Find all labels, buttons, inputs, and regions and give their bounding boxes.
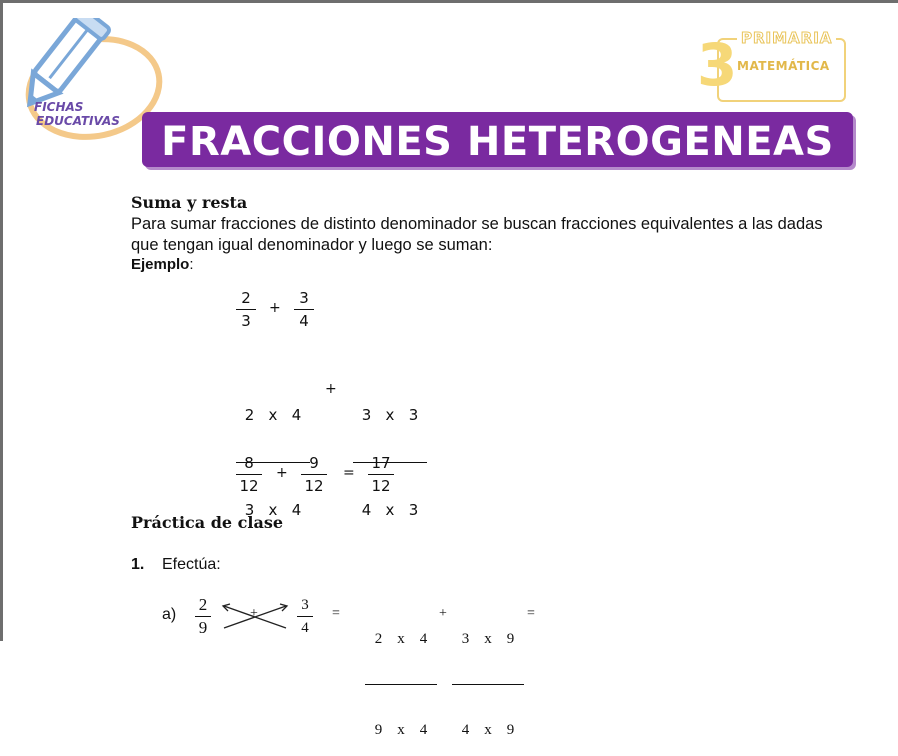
grade-number: 3 bbox=[697, 31, 738, 99]
fraction-2-9 bbox=[195, 596, 211, 637]
fraction-denominator: 9 bbox=[198, 618, 208, 637]
logo-text-line1: FICHAS bbox=[34, 100, 84, 114]
equals-sign: = bbox=[527, 606, 535, 621]
fraction-numerator: 3 bbox=[299, 289, 309, 307]
fraction-numerator: 17 bbox=[371, 454, 391, 472]
fraction-2-3 bbox=[236, 289, 256, 330]
fraction-numerator: 9 bbox=[309, 454, 319, 472]
fraction-bar bbox=[301, 474, 327, 475]
fraction-bar bbox=[365, 684, 437, 685]
plus-sign: + bbox=[250, 606, 258, 621]
fraction-9-12 bbox=[301, 454, 327, 495]
plus-sign: + bbox=[269, 300, 281, 316]
fraction-numerator: 2 bbox=[241, 289, 251, 307]
fraction-bar bbox=[368, 474, 394, 475]
plus-sign: + bbox=[325, 381, 337, 397]
equals-sign: = bbox=[343, 465, 355, 481]
logo-text-line2: EDUCATIVAS bbox=[36, 114, 120, 128]
item-a-label: a) bbox=[162, 606, 177, 623]
page-border-left bbox=[0, 0, 3, 641]
fraction-numerator: 2 x 4 bbox=[244, 406, 302, 424]
fraction-equivalent-2x4-9x4 bbox=[365, 596, 437, 756]
item-instruction: Efectúa: bbox=[162, 556, 221, 573]
fraction-3-4 bbox=[294, 289, 314, 330]
fraction-numerator: 3 bbox=[301, 597, 309, 613]
fraction-denominator: 4 bbox=[299, 312, 309, 330]
badge-level-label: PRIMARIA bbox=[737, 29, 836, 47]
fraction-denominator: 3 x 4 bbox=[244, 501, 302, 519]
fraction-numerator: 2 x 4 bbox=[374, 631, 428, 647]
fraction-numerator: 3 x 3 bbox=[361, 406, 419, 424]
fraction-17-12 bbox=[368, 454, 394, 495]
page-border-top bbox=[0, 0, 898, 3]
fraction-bar bbox=[236, 474, 262, 475]
fraction-3-4-practice bbox=[297, 596, 313, 637]
equals-sign: = bbox=[332, 606, 340, 621]
fraction-denominator: 4 x 3 bbox=[361, 501, 419, 519]
section-heading-practica: Práctica de clase bbox=[131, 513, 284, 532]
fraction-bar bbox=[297, 616, 313, 617]
plus-sign: + bbox=[276, 465, 288, 481]
item-number: 1. bbox=[131, 556, 145, 573]
fraction-denominator: 12 bbox=[239, 477, 259, 495]
fraction-numerator: 3 x 9 bbox=[461, 631, 515, 647]
example-colon: : bbox=[189, 256, 194, 273]
fraction-bar bbox=[236, 309, 256, 310]
section-paragraph: Para sumar fracciones de distinto denominador se buscan fracciones equivalentes a las dadas que tengan igual denominador y luego se suman: bbox=[131, 215, 823, 254]
fraction-denominator: 3 bbox=[241, 312, 251, 330]
title-banner bbox=[142, 112, 853, 167]
fraction-denominator: 9 x 4 bbox=[374, 722, 428, 738]
page-title: FRACCIONES HETEROGENEAS bbox=[161, 119, 834, 165]
fraction-denominator: 12 bbox=[304, 477, 324, 495]
example-label: Ejemplo bbox=[131, 256, 190, 273]
fraction-bar bbox=[195, 616, 211, 617]
example-label-wrap bbox=[131, 256, 194, 273]
fraction-8-12 bbox=[236, 454, 262, 495]
section-heading-suma-resta: Suma y resta bbox=[131, 193, 248, 212]
fraction-denominator: 4 bbox=[301, 620, 309, 636]
fraction-equivalent-3x9-4x9 bbox=[452, 596, 524, 756]
plus-sign: + bbox=[439, 606, 447, 621]
fraction-denominator: 12 bbox=[371, 477, 391, 495]
fraction-numerator: 8 bbox=[244, 454, 254, 472]
fraction-bar bbox=[452, 684, 524, 685]
fraction-denominator: 4 x 9 bbox=[461, 722, 515, 738]
fraction-bar bbox=[294, 309, 314, 310]
fraction-numerator: 2 bbox=[198, 595, 208, 614]
badge-subject-label: MATEMÁTICA bbox=[737, 59, 830, 73]
